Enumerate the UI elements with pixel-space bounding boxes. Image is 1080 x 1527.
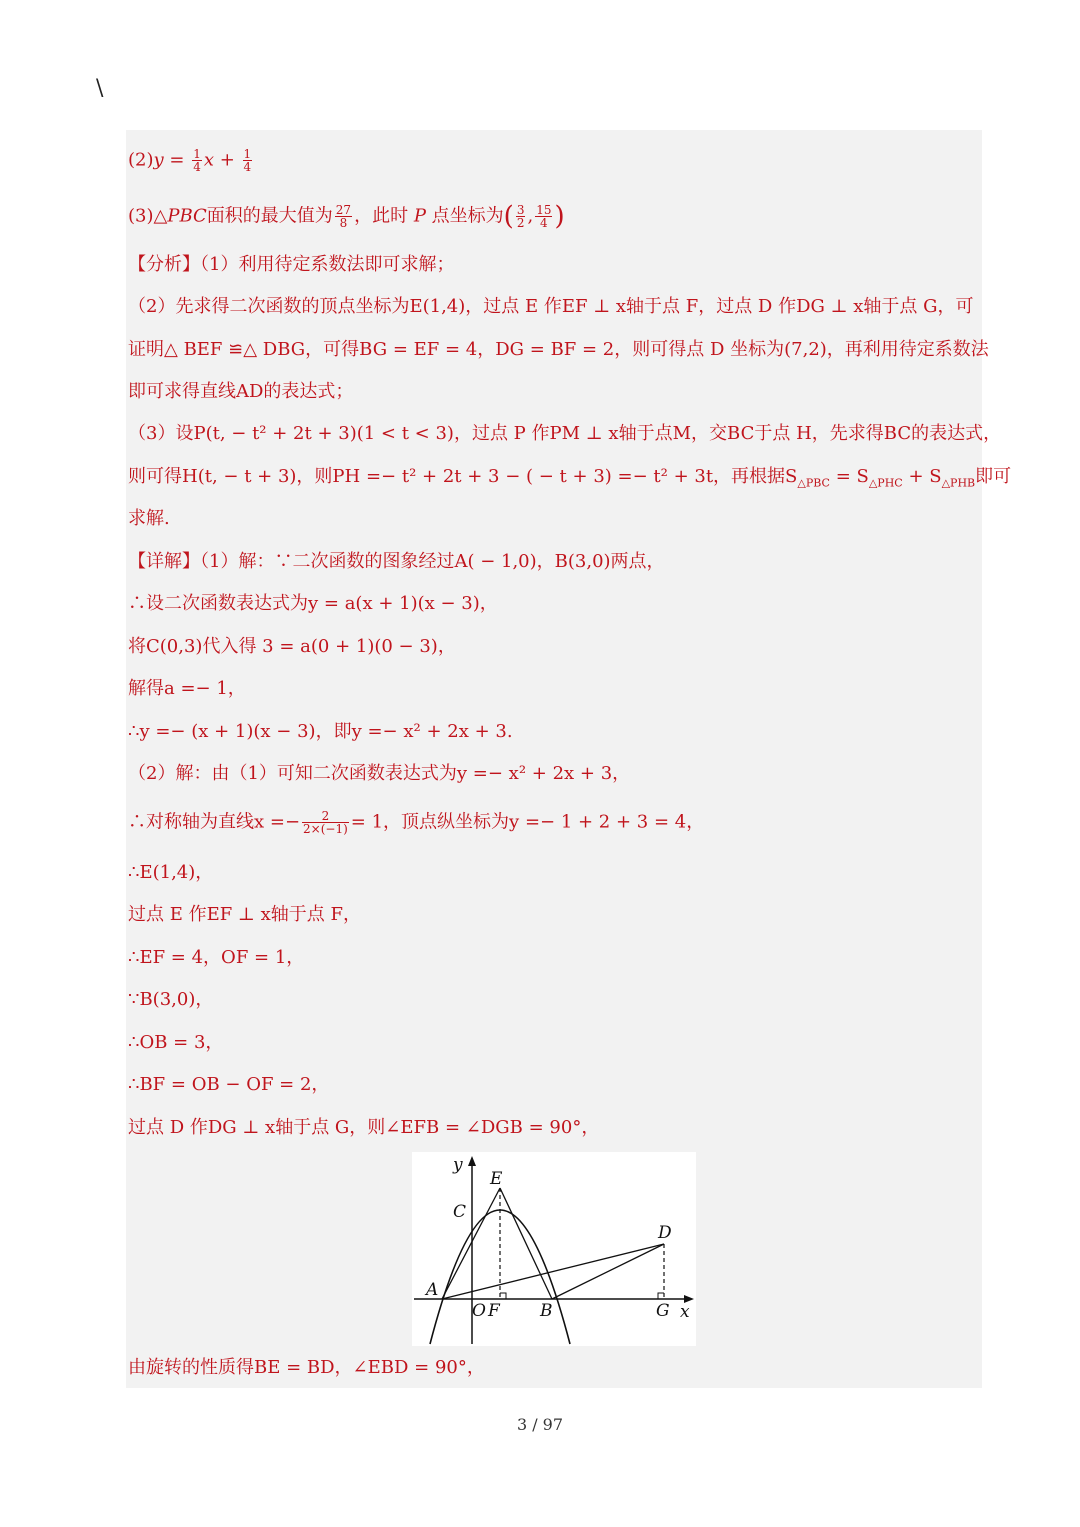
segment-BD (552, 1244, 664, 1299)
detail-line-8: ∴E(1,4)， (128, 862, 214, 883)
answer-3: (3)△PBC面积的最大值为 $\frac{27}{8}$ ，此时 P 点坐标为( $\frac{3}{2}$ , $\frac{15}{4}$ ) (128, 201, 565, 232)
label-E: E (490, 1169, 503, 1189)
detail-line-12: ∴OB = 3， (128, 1032, 224, 1053)
detail-line-4: 解得a =− 1， (128, 678, 246, 699)
analysis-line-2: （2）先求得二次函数的顶点坐标为E(1,4)，过点 E 作EF ⊥ x轴于点 F，过点 D 作DG ⊥ x轴于点 G，可 (128, 296, 974, 317)
detail-line-3: 将C(0,3)代入得 3 = a(0 + 1)(0 − 3)， (128, 636, 456, 657)
analysis-line-3: 证明△ BEF ≌△ DBG，可得BG = EF = 4，DG = BF = 2，则可得点 D 坐标为(7,2)，再利用待定系数法 (128, 339, 989, 360)
detail-line-5: ∴y =− (x + 1)(x − 3)，即y =− x² + 2x + 3. (128, 721, 513, 742)
segment-AE (442, 1188, 500, 1299)
detail-line-2: ∴设二次函数表达式为y = a(x + 1)(x − 3)， (128, 593, 498, 614)
detail-line-6: （2）解：由（1）可知二次函数表达式为y =− x² + 2x + 3， (128, 763, 631, 784)
label-C: C (453, 1202, 467, 1222)
label-A: A (426, 1280, 439, 1300)
answer-2: (2)y = $\frac{1}{4}$ x + $\frac{1}{4}$ (128, 147, 252, 174)
label-O: O (472, 1301, 486, 1321)
label-G: G (656, 1301, 670, 1321)
detail-line-10: ∴EF = 4，OF = 1， (128, 947, 305, 968)
segment-AD (442, 1244, 664, 1299)
analysis-line-5: （3）设P(t, − t² + 2t + 3)(1 < t < 3)，过点 P 作PM ⊥ x轴于点M，交BC于点 H，先求得BC的表达式， (128, 423, 1002, 444)
right-angle-G (658, 1293, 664, 1299)
label-F: F (488, 1301, 500, 1321)
fraction: $\frac{15}{4}$ (536, 203, 552, 230)
analysis-line-1: 【分析】（1）利用待定系数法即可求解； (128, 254, 455, 275)
fraction: $\frac{1}{4}$ (193, 147, 201, 174)
fraction: $\frac{27}{8}$ (335, 203, 352, 230)
label-B: B (540, 1301, 553, 1321)
detail-line-7: ∴对称轴为直线x =− $\frac{2}{2\times(-1)}$ = 1，顶点纵坐标为y =− 1 + 2 + 3 = 4， (128, 809, 705, 836)
analysis-line-7: 求解. (128, 508, 170, 529)
detail-line-9: 过点 E 作EF ⊥ x轴于点 F， (128, 904, 361, 925)
label-x: x (680, 1302, 690, 1322)
label-y: y (453, 1155, 463, 1175)
detail-line-1: 【详解】（1）解：∵二次函数的图象经过A( − 1,0)，B(3,0)两点， (128, 551, 665, 572)
corner-mark: \ (96, 76, 104, 101)
detail-line-13: ∴BF = OB − OF = 2， (128, 1074, 330, 1095)
analysis-line-4: 即可求得直线AD的表达式； (128, 381, 354, 402)
analysis-line-6: 则可得H(t, − t + 3)，则PH =− t² + 2t + 3 − ( − t + 3) =− t² + 3t，再根据$S_{\triangle PBC} = S_{\triangle PHC} + S_{\triangle PHB}$即可 (128, 466, 1012, 490)
page-number: 3 / 97 (516, 1415, 564, 1434)
fraction: $\frac{2}{2\times(-1)}$ (303, 809, 348, 836)
detail-line-11: ∵B(3,0)， (128, 989, 214, 1010)
fraction: $\frac{3}{2}$ (516, 203, 525, 230)
parabola-figure (412, 1152, 696, 1346)
parabola-diagram (412, 1152, 696, 1346)
y-axis-arrow (468, 1156, 476, 1166)
detail-line-14: 过点 D 作DG ⊥ x轴于点 G，则∠EFB = ∠DGB = 90°， (128, 1117, 600, 1138)
fraction: $\frac{1}{4}$ (243, 147, 252, 174)
detail-line-15: 由旋转的性质得BE = BD，∠EBD = 90°， (128, 1357, 485, 1378)
right-angle-F (500, 1293, 506, 1299)
label-D: D (658, 1223, 672, 1243)
